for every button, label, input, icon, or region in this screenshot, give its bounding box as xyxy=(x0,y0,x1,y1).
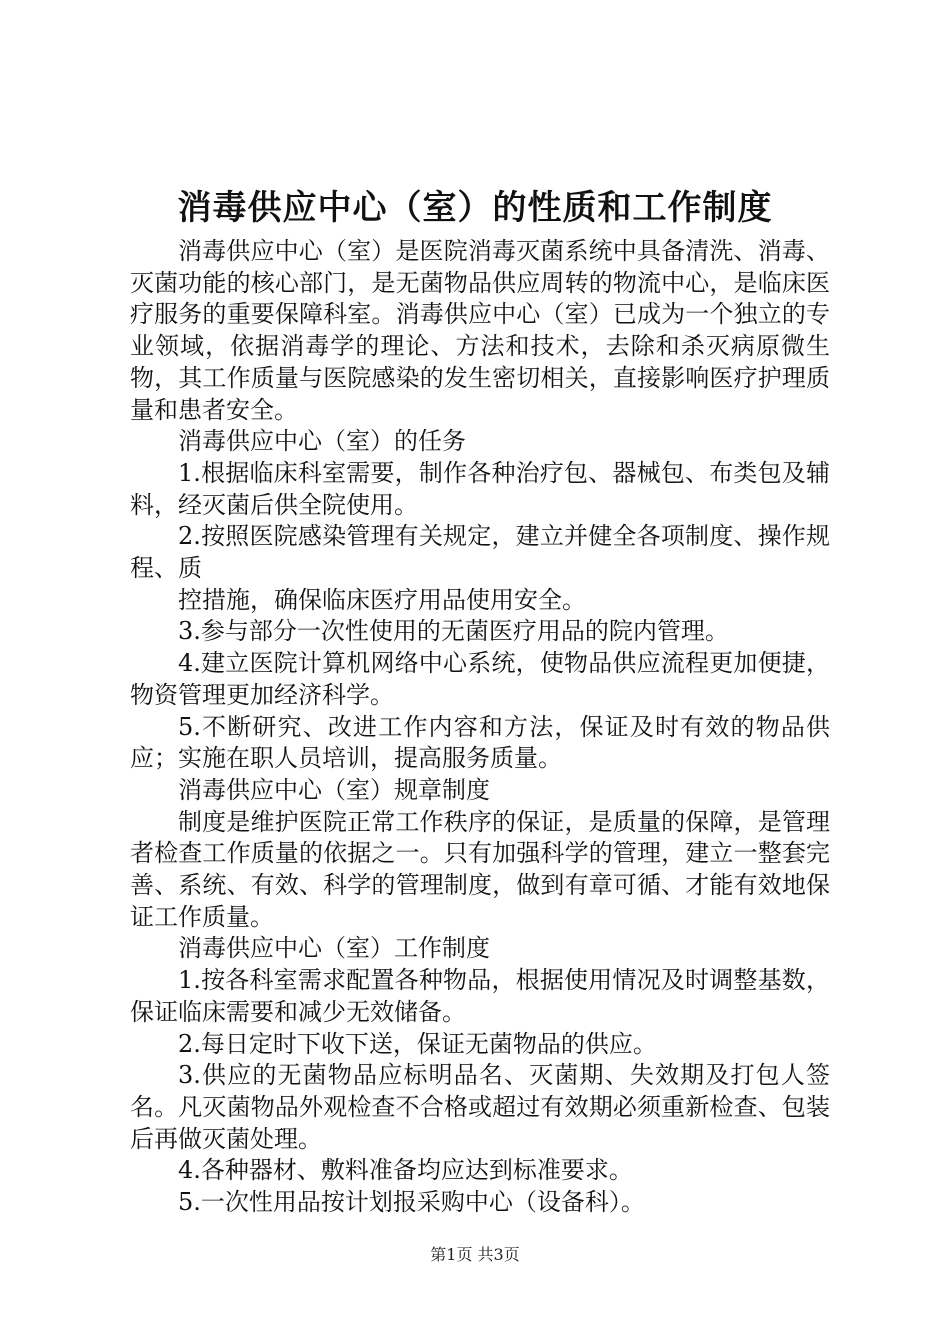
document-title: 消毒供应中心（室）的性质和工作制度 xyxy=(177,188,773,228)
task-item-3: 3.参与部分一次性使用的无菌医疗用品的院内管理。 xyxy=(178,617,729,646)
page-footer: 第1页 共3页 xyxy=(430,1245,520,1264)
intro-paragraph: 消毒供应中心（室）是医院消毒灭菌系统中具备清洗、消毒、灭菌功能的核心部门，是无菌物品供应周转的物流中心，是临床医疗服务的重要保障科室。消毒供应中心（室）已成为一个独立的专业领域，依据消毒学的理论、方法和技术，去除和杀灭病原微生物，其工作质量与医院感染的发生密切相关，直接影响医疗护理质量和患者安全。 xyxy=(130,237,830,424)
work-rule-4: 4.各种器材、敷料准备均应达到标准要求。 xyxy=(178,1156,633,1185)
work-rule-3: 3.供应的无菌物品应标明品名、灭菌期、失效期及打包人签名。凡灭菌物品外观检查不合格或超过有效期必须重新检查、包装后再做灭菌处理。 xyxy=(130,1061,830,1153)
task-item-2-continued: 控措施，确保临床医疗用品使用安全。 xyxy=(178,585,586,614)
section-heading-work-system: 消毒供应中心（室）工作制度 xyxy=(178,934,490,963)
work-rule-5: 5.一次性用品按计划报采购中心（设备科）。 xyxy=(178,1188,645,1217)
task-item-5: 5.不断研究、改进工作内容和方法，保证及时有效的物品供应；实施在职人员培训，提高服务质量。 xyxy=(130,712,830,773)
work-rule-1: 1.按各科室需求配置各种物品，根据使用情况及时调整基数，保证临床需要和减少无效储备。 xyxy=(130,966,830,1026)
document-body xyxy=(130,236,830,1219)
rules-paragraph: 制度是维护医院正常工作秩序的保证，是质量的保障，是管理者检查工作质量的依据之一。只有加强科学的管理，建立一整套完善、系统、有效、科学的管理制度，做到有章可循、才能有效地保证工作质量。 xyxy=(130,807,830,931)
work-rule-2: 2.每日定时下收下送，保证无菌物品的供应。 xyxy=(178,1029,657,1058)
section-heading-tasks: 消毒供应中心（室）的任务 xyxy=(178,427,466,456)
task-item-2: 2.按照医院感染管理有关规定，建立并健全各项制度、操作规程、质 xyxy=(130,522,830,583)
section-heading-rules: 消毒供应中心（室）规章制度 xyxy=(178,775,490,804)
task-item-4: 4.建立医院计算机网络中心系统，使物品供应流程更加便捷，物资管理更加经济科学。 xyxy=(130,649,830,709)
task-item-1: 1.根据临床科室需要，制作各种治疗包、器械包、布类包及辅料，经灭菌后供全院使用。 xyxy=(130,458,830,519)
